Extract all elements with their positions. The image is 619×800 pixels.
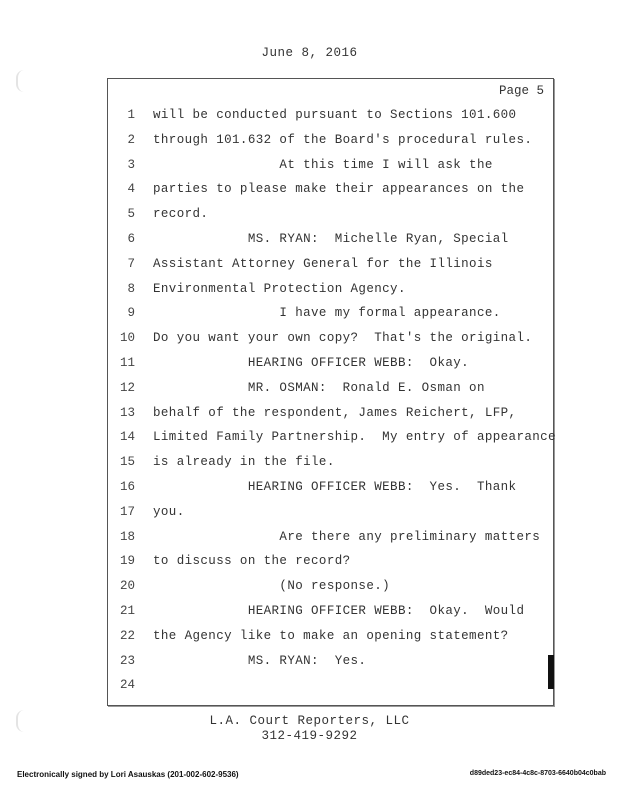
transcript-line: [107, 406, 552, 422]
transcript-line: [107, 207, 552, 223]
transcript-line: [107, 282, 552, 298]
line-number: 13: [119, 405, 135, 420]
reporter-phone: 312-419-9292: [261, 729, 358, 743]
transcript-line: [107, 678, 552, 694]
transcript-line: [107, 331, 552, 347]
line-text: Assistant Attorney General for the Illinois: [153, 256, 493, 271]
transcript-line: [107, 530, 552, 546]
line-number: 6: [127, 232, 135, 246]
line-number: 18: [119, 529, 135, 544]
line-number: 23: [119, 653, 135, 668]
transcript-date: June 8, 2016: [261, 46, 358, 60]
reporter-company: L.A. Court Reporters, LLC: [209, 714, 410, 728]
line-text: HEARING OFFICER WEBB: Okay.: [153, 356, 470, 370]
transcript-line: [107, 579, 552, 595]
transcript-line: [107, 554, 552, 570]
line-text: At this time I will ask the: [153, 157, 493, 172]
transcript-line: [107, 381, 552, 397]
transcript-line: [107, 604, 552, 620]
line-text: HEARING OFFICER WEBB: Yes. Thank: [153, 480, 517, 494]
transcript-line: [107, 356, 552, 372]
transcript-line: [107, 133, 552, 149]
line-number: 17: [119, 504, 135, 519]
line-text: MS. RYAN: Yes.: [153, 653, 367, 668]
line-number: 8: [127, 281, 135, 296]
line-number: 2: [127, 132, 135, 147]
line-text: I have my formal appearance.: [153, 306, 501, 321]
line-number: 11: [119, 356, 135, 370]
binder-hole-mark: [16, 70, 32, 92]
line-text: behalf of the respondent, James Reichert, LFP,: [153, 405, 517, 420]
line-number: 22: [119, 628, 135, 643]
line-number: 14: [119, 430, 135, 445]
line-text: record.: [153, 207, 209, 222]
transcript-line: [107, 182, 552, 198]
line-number: 24: [119, 678, 135, 693]
line-number: 20: [119, 579, 135, 594]
line-text: MS. RYAN: Michelle Ryan, Special: [153, 232, 509, 246]
line-number: 21: [119, 604, 135, 618]
transcript-line: [107, 158, 552, 174]
transcript-line: [107, 232, 552, 248]
line-number: 1: [127, 108, 135, 122]
line-text: MR. OSMAN: Ronald E. Osman on: [153, 380, 485, 395]
transcript-line: [107, 306, 552, 322]
line-text: to discuss on the record?: [153, 554, 351, 569]
line-number: 9: [127, 306, 135, 321]
line-text: Are there any preliminary matters: [153, 529, 541, 544]
electronic-signature: Electronically signed by Lori Asauskas (201-002-602-9536): [17, 770, 239, 779]
line-text: through 101.632 of the Board's procedural rules.: [153, 132, 533, 147]
line-text: Do you want your own copy? That's the original.: [153, 331, 533, 346]
transcript-line: [107, 455, 552, 471]
line-text: is already in the file.: [153, 455, 335, 470]
line-number: 5: [127, 207, 135, 222]
line-number: 16: [119, 480, 135, 494]
line-text: HEARING OFFICER WEBB: Okay. Would: [153, 604, 525, 618]
line-text: will be conducted pursuant to Sections 101.600: [153, 108, 517, 122]
line-text: parties to please make their appearances on the: [153, 182, 525, 197]
line-number: 3: [127, 157, 135, 172]
transcript-line: [107, 257, 552, 273]
line-number: 10: [119, 331, 135, 346]
transcript-line: [107, 629, 552, 645]
line-text: you.: [153, 504, 185, 519]
transcript-line: [107, 480, 552, 496]
transcript-line: [107, 430, 556, 446]
transcript-line: [107, 505, 552, 521]
line-number: 15: [119, 455, 135, 470]
line-number: 4: [127, 182, 135, 197]
page-number: Page 5: [498, 84, 544, 98]
line-text: Environmental Protection Agency.: [153, 281, 406, 296]
line-number: 7: [127, 256, 135, 271]
transcript-line: [107, 654, 552, 670]
transcript-line: [107, 108, 552, 124]
document-id: d89ded23-ec84-4c8c-8703-6640b04c0bab: [469, 770, 606, 777]
line-text: the Agency like to make an opening statement?: [153, 628, 509, 643]
line-number: 19: [119, 554, 135, 569]
line-number: 12: [119, 380, 135, 395]
line-text: Limited Family Partnership. My entry of appearance: [153, 430, 556, 445]
line-text: (No response.): [153, 579, 391, 594]
